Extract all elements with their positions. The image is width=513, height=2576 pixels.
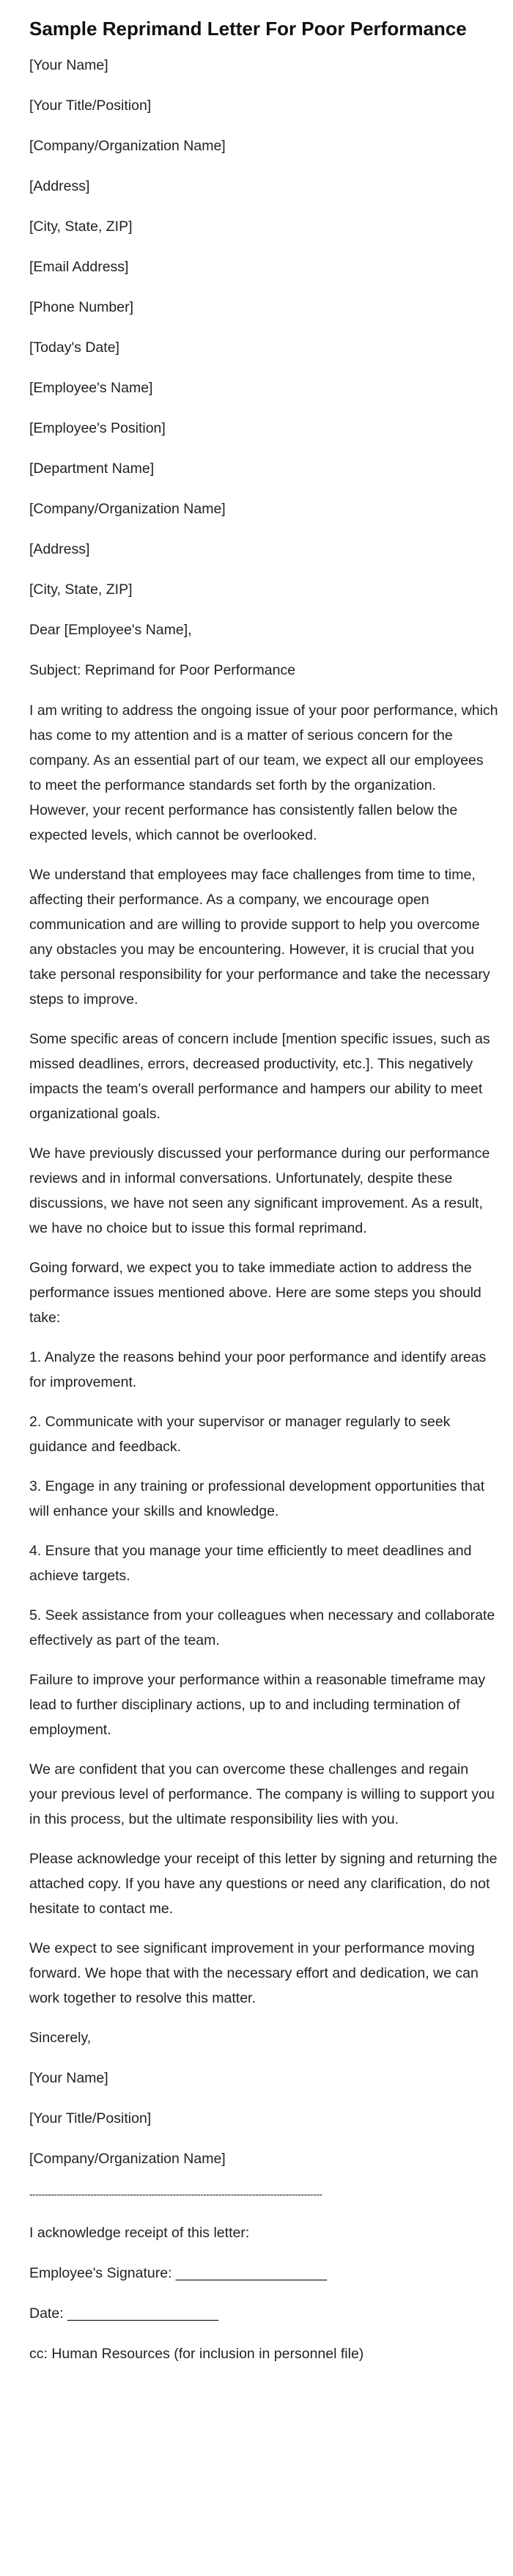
salutation: Dear [Employee's Name], [29, 622, 192, 638]
sender-email: [Email Address] [29, 259, 129, 275]
closing-paragraph: Failure to improve your performance within a reasonable timeframe may lead to further disciplinary actions, up to and including termination of employment. [29, 1672, 486, 1738]
subject-line: Subject: Reprimand for Poor Performance [29, 662, 296, 678]
sender-company: [Company/Organization Name] [29, 138, 226, 154]
date-line: Date: ___________________ [29, 2305, 219, 2322]
acknowledgement-block [29, 2220, 498, 2326]
divider-line: ------------------------------------------------------------------------------------------------ [29, 2188, 322, 2200]
body-paragraph: I am writing to address the ongoing issue of your poor performance, which has come to my attention and is a matter of serious concern for the company. As an essential part of our team, we expect all our employees to meet the performance standards set forth by the organization. However, your recent performance has consistently fallen below the expected levels, which cannot be overlooked. [29, 702, 498, 843]
recipient-company: [Company/Organization Name] [29, 501, 226, 517]
body-paragraph: We understand that employees may face challenges from time to time, affecting their performance. As a company, we encourage open communication and are willing to provide support to help you overcome any obstacles you may be encountering. However, it is crucial that you take personal responsibility for your performance and take the necessary steps to improve. [29, 867, 490, 1008]
letter-date: [Today's Date] [29, 340, 119, 356]
recipient-department: [Department Name] [29, 460, 155, 477]
body-paragraph: We have previously discussed your performance during our performance reviews and in informal conversations. Unfortunately, despite these discussions, we have not seen any significant improvement. As a result, we have no choice but to issue this formal reprimand. [29, 1145, 490, 1236]
sender-address: [Address] [29, 178, 90, 194]
recipient-name: [Employee's Name] [29, 380, 153, 396]
step-item: 3. Engage in any training or professional development opportunities that will enhance your skills and knowledge. [29, 1478, 485, 1519]
page-title: Sample Reprimand Letter For Poor Performance [29, 18, 467, 40]
step-item: 4. Ensure that you manage your time efficiently to meet deadlines and achieve targets. [29, 1543, 472, 1584]
sender-name: [Your Name] [29, 57, 108, 73]
recipient-block [29, 375, 498, 602]
sender-block [29, 53, 498, 320]
recipient-position: [Employee's Position] [29, 420, 166, 436]
recipient-address: [Address] [29, 541, 90, 557]
closing-paragraph: We expect to see significant improvement in your performance moving forward. We hope that with the necessary effort and dedication, we can work together to resolve this matter. [29, 1940, 479, 2006]
letter-body [29, 698, 498, 1330]
signature-company: [Company/Organization Name] [29, 2151, 226, 2167]
signoff: Sincerely, [29, 2030, 92, 2046]
closing-body [29, 1667, 498, 2011]
closing-paragraph: Please acknowledge your receipt of this letter by signing and returning the attached copy. If you have any questions or need any clarification, do not hesitate to contact me. [29, 1851, 498, 1917]
acknowledgement-intro: I acknowledge receipt of this letter: [29, 2225, 250, 2241]
signature-title: [Your Title/Position] [29, 2110, 152, 2127]
step-item: 2. Communicate with your supervisor or manager regularly to seek guidance and feedback. [29, 1414, 451, 1455]
step-item: 5. Seek assistance from your colleagues when necessary and collaborate effectively as part of the team. [29, 1607, 495, 1648]
body-paragraph: Some specific areas of concern include [mention specific issues, such as missed deadlines, errors, decreased productivity, etc.]. This negatively impacts the team's overall performance and hampers our ability to meet organizational goals. [29, 1031, 490, 1122]
employee-signature-line: Employee's Signature: ___________________ [29, 2265, 327, 2281]
cc-line: cc: Human Resources (for inclusion in personnel file) [29, 2346, 364, 2362]
step-item: 1. Analyze the reasons behind your poor performance and identify areas for improvement. [29, 1349, 487, 1390]
signature-name: [Your Name] [29, 2070, 108, 2086]
body-paragraph: Going forward, we expect you to take immediate action to address the performance issues mentioned above. Here are some steps you should take: [29, 1260, 481, 1326]
sender-title: [Your Title/Position] [29, 98, 152, 114]
improvement-steps [29, 1345, 498, 1653]
letter-page [29, 0, 498, 2366]
sender-city: [City, State, ZIP] [29, 219, 133, 235]
closing-paragraph: We are confident that you can overcome these challenges and regain your previous level of performance. The company is willing to support you in this process, but the ultimate responsibility lies with you. [29, 1761, 495, 1827]
recipient-city: [City, State, ZIP] [29, 581, 133, 598]
sender-phone: [Phone Number] [29, 299, 133, 315]
signature-block [29, 2066, 498, 2171]
